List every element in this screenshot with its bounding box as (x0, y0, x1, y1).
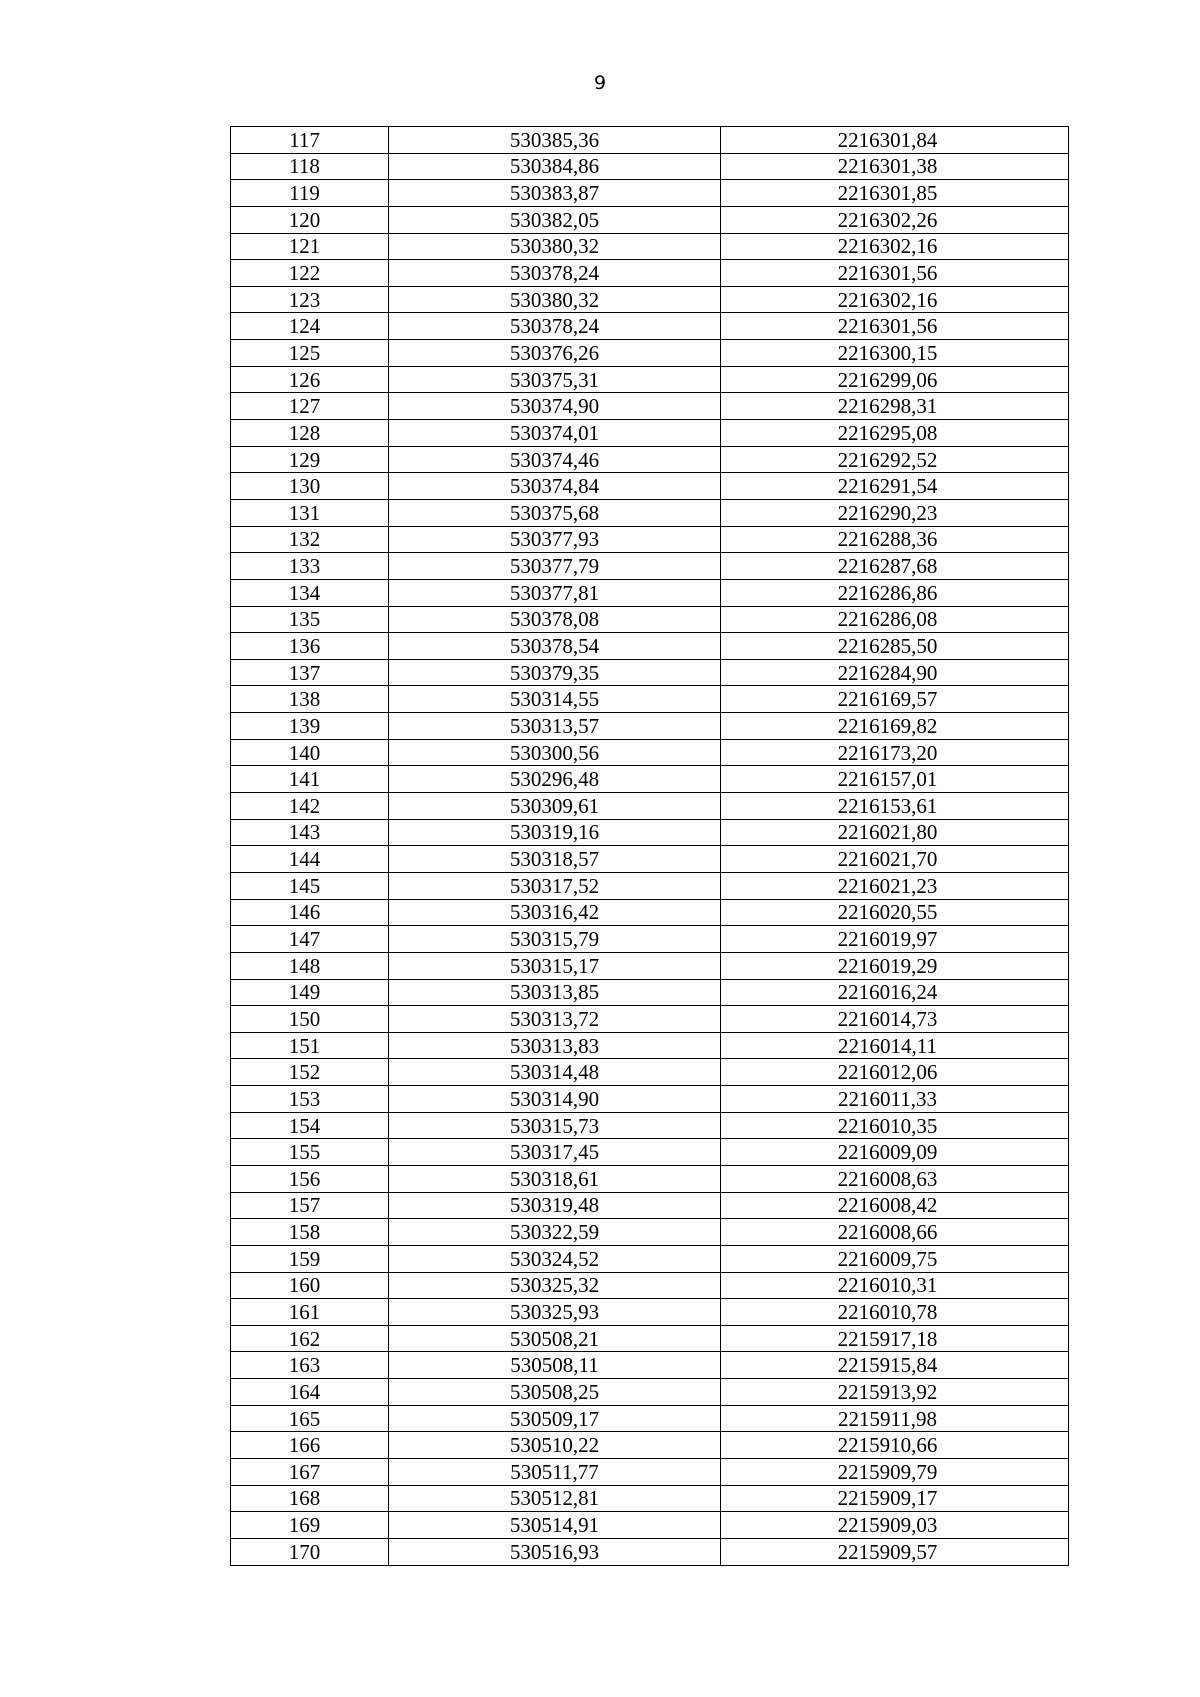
point-number-cell: 139 (231, 713, 389, 740)
x-coordinate-cell: 530375,31 (389, 366, 721, 393)
table-row (231, 553, 1069, 580)
table-row (231, 579, 1069, 606)
point-number-cell: 125 (231, 340, 389, 367)
point-number-cell: 153 (231, 1086, 389, 1113)
point-number-cell: 126 (231, 366, 389, 393)
table-row (231, 1299, 1069, 1326)
x-coordinate-cell: 530512,81 (389, 1485, 721, 1512)
point-number-cell: 118 (231, 153, 389, 180)
table-row (231, 979, 1069, 1006)
table-row (231, 1272, 1069, 1299)
point-number-cell: 122 (231, 260, 389, 287)
page-number: 9 (593, 72, 607, 94)
point-number-cell: 151 (231, 1032, 389, 1059)
table-row (231, 1459, 1069, 1486)
table-row (231, 633, 1069, 660)
y-coordinate-cell: 2215917,18 (721, 1325, 1069, 1352)
y-coordinate-cell: 2216019,97 (721, 926, 1069, 953)
x-coordinate-cell: 530316,42 (389, 899, 721, 926)
point-number-cell: 127 (231, 393, 389, 420)
y-coordinate-cell: 2216301,56 (721, 313, 1069, 340)
point-number-cell: 123 (231, 286, 389, 313)
y-coordinate-cell: 2216014,11 (721, 1032, 1069, 1059)
point-number-cell: 129 (231, 446, 389, 473)
x-coordinate-cell: 530374,46 (389, 446, 721, 473)
y-coordinate-cell: 2216010,31 (721, 1272, 1069, 1299)
point-number-cell: 169 (231, 1512, 389, 1539)
table-row (231, 499, 1069, 526)
table-row (231, 393, 1069, 420)
table-row (231, 1379, 1069, 1406)
point-number-cell: 120 (231, 206, 389, 233)
y-coordinate-cell: 2216290,23 (721, 499, 1069, 526)
table-row (231, 340, 1069, 367)
y-coordinate-cell: 2216012,06 (721, 1059, 1069, 1086)
x-coordinate-cell: 530516,93 (389, 1538, 721, 1565)
table-row (231, 872, 1069, 899)
point-number-cell: 147 (231, 926, 389, 953)
x-coordinate-cell: 530377,93 (389, 526, 721, 553)
x-coordinate-cell: 530378,08 (389, 606, 721, 633)
x-coordinate-cell: 530315,79 (389, 926, 721, 953)
x-coordinate-cell: 530317,45 (389, 1139, 721, 1166)
y-coordinate-cell: 2215909,17 (721, 1485, 1069, 1512)
point-number-cell: 121 (231, 233, 389, 260)
y-coordinate-cell: 2216021,23 (721, 872, 1069, 899)
x-coordinate-cell: 530510,22 (389, 1432, 721, 1459)
y-coordinate-cell: 2216169,82 (721, 713, 1069, 740)
point-number-cell: 162 (231, 1325, 389, 1352)
y-coordinate-cell: 2215910,66 (721, 1432, 1069, 1459)
point-number-cell: 148 (231, 952, 389, 979)
table-row (231, 739, 1069, 766)
x-coordinate-cell: 530314,55 (389, 686, 721, 713)
y-coordinate-cell: 2216021,70 (721, 846, 1069, 873)
table-row (231, 1512, 1069, 1539)
y-coordinate-cell: 2216008,42 (721, 1192, 1069, 1219)
point-number-cell: 134 (231, 579, 389, 606)
table-row (231, 260, 1069, 287)
x-coordinate-cell: 530511,77 (389, 1459, 721, 1486)
table-row (231, 926, 1069, 953)
y-coordinate-cell: 2216011,33 (721, 1086, 1069, 1113)
y-coordinate-cell: 2216153,61 (721, 793, 1069, 820)
table-row (231, 473, 1069, 500)
table-row (231, 952, 1069, 979)
table-row (231, 659, 1069, 686)
table-row (231, 1219, 1069, 1246)
point-number-cell: 167 (231, 1459, 389, 1486)
point-number-cell: 119 (231, 180, 389, 207)
point-number-cell: 132 (231, 526, 389, 553)
point-number-cell: 135 (231, 606, 389, 633)
x-coordinate-cell: 530314,90 (389, 1086, 721, 1113)
point-number-cell: 143 (231, 819, 389, 846)
x-coordinate-cell: 530315,17 (389, 952, 721, 979)
point-number-cell: 117 (231, 127, 389, 154)
table-row (231, 1139, 1069, 1166)
point-number-cell: 165 (231, 1405, 389, 1432)
x-coordinate-cell: 530376,26 (389, 340, 721, 367)
y-coordinate-cell: 2216299,06 (721, 366, 1069, 393)
table-row (231, 313, 1069, 340)
table-row (231, 1165, 1069, 1192)
table-row (231, 1192, 1069, 1219)
y-coordinate-cell: 2216009,09 (721, 1139, 1069, 1166)
table-row (231, 899, 1069, 926)
y-coordinate-cell: 2216010,35 (721, 1112, 1069, 1139)
x-coordinate-cell: 530315,73 (389, 1112, 721, 1139)
point-number-cell: 155 (231, 1139, 389, 1166)
point-number-cell: 150 (231, 1006, 389, 1033)
point-number-cell: 131 (231, 499, 389, 526)
y-coordinate-cell: 2216016,24 (721, 979, 1069, 1006)
table-row (231, 153, 1069, 180)
y-coordinate-cell: 2216010,78 (721, 1299, 1069, 1326)
x-coordinate-cell: 530380,32 (389, 233, 721, 260)
point-number-cell: 130 (231, 473, 389, 500)
y-coordinate-cell: 2215909,03 (721, 1512, 1069, 1539)
x-coordinate-cell: 530296,48 (389, 766, 721, 793)
x-coordinate-cell: 530300,56 (389, 739, 721, 766)
y-coordinate-cell: 2216288,36 (721, 526, 1069, 553)
y-coordinate-cell: 2215913,92 (721, 1379, 1069, 1406)
y-coordinate-cell: 2216301,38 (721, 153, 1069, 180)
x-coordinate-cell: 530509,17 (389, 1405, 721, 1432)
table-row (231, 713, 1069, 740)
x-coordinate-cell: 530317,52 (389, 872, 721, 899)
point-number-cell: 170 (231, 1538, 389, 1565)
point-number-cell: 160 (231, 1272, 389, 1299)
table-row (231, 446, 1069, 473)
x-coordinate-cell: 530508,25 (389, 1379, 721, 1406)
y-coordinate-cell: 2216286,86 (721, 579, 1069, 606)
x-coordinate-cell: 530313,57 (389, 713, 721, 740)
table-row (231, 819, 1069, 846)
table-row (231, 606, 1069, 633)
x-coordinate-cell: 530514,91 (389, 1512, 721, 1539)
table-row (231, 420, 1069, 447)
y-coordinate-cell: 2215909,57 (721, 1538, 1069, 1565)
x-coordinate-cell: 530325,93 (389, 1299, 721, 1326)
x-coordinate-cell: 530508,21 (389, 1325, 721, 1352)
point-number-cell: 141 (231, 766, 389, 793)
y-coordinate-cell: 2216292,52 (721, 446, 1069, 473)
y-coordinate-cell: 2216014,73 (721, 1006, 1069, 1033)
y-coordinate-cell: 2216300,15 (721, 340, 1069, 367)
point-number-cell: 154 (231, 1112, 389, 1139)
y-coordinate-cell: 2216298,31 (721, 393, 1069, 420)
y-coordinate-cell: 2216287,68 (721, 553, 1069, 580)
y-coordinate-cell: 2216301,85 (721, 180, 1069, 207)
x-coordinate-cell: 530313,72 (389, 1006, 721, 1033)
x-coordinate-cell: 530377,79 (389, 553, 721, 580)
y-coordinate-cell: 2215911,98 (721, 1405, 1069, 1432)
table-row (231, 766, 1069, 793)
x-coordinate-cell: 530318,61 (389, 1165, 721, 1192)
table-row (231, 1112, 1069, 1139)
point-number-cell: 164 (231, 1379, 389, 1406)
table-row (231, 1485, 1069, 1512)
point-number-cell: 146 (231, 899, 389, 926)
table-row (231, 233, 1069, 260)
table-row (231, 686, 1069, 713)
y-coordinate-cell: 2216285,50 (721, 633, 1069, 660)
x-coordinate-cell: 530313,83 (389, 1032, 721, 1059)
y-coordinate-cell: 2216008,63 (721, 1165, 1069, 1192)
table-row (231, 1405, 1069, 1432)
point-number-cell: 152 (231, 1059, 389, 1086)
point-number-cell: 149 (231, 979, 389, 1006)
table-row (231, 206, 1069, 233)
y-coordinate-cell: 2216286,08 (721, 606, 1069, 633)
table-row (231, 180, 1069, 207)
table-row (231, 1086, 1069, 1113)
y-coordinate-cell: 2215909,79 (721, 1459, 1069, 1486)
table-row (231, 366, 1069, 393)
x-coordinate-cell: 530508,11 (389, 1352, 721, 1379)
y-coordinate-cell: 2216019,29 (721, 952, 1069, 979)
x-coordinate-cell: 530309,61 (389, 793, 721, 820)
point-number-cell: 145 (231, 872, 389, 899)
y-coordinate-cell: 2216009,75 (721, 1245, 1069, 1272)
point-number-cell: 136 (231, 633, 389, 660)
x-coordinate-cell: 530318,57 (389, 846, 721, 873)
y-coordinate-cell: 2216295,08 (721, 420, 1069, 447)
x-coordinate-cell: 530314,48 (389, 1059, 721, 1086)
point-number-cell: 161 (231, 1299, 389, 1326)
x-coordinate-cell: 530325,32 (389, 1272, 721, 1299)
x-coordinate-cell: 530384,86 (389, 153, 721, 180)
x-coordinate-cell: 530374,84 (389, 473, 721, 500)
table-row (231, 526, 1069, 553)
point-number-cell: 124 (231, 313, 389, 340)
x-coordinate-cell: 530380,32 (389, 286, 721, 313)
x-coordinate-cell: 530375,68 (389, 499, 721, 526)
table-row (231, 1352, 1069, 1379)
x-coordinate-cell: 530378,24 (389, 313, 721, 340)
point-number-cell: 159 (231, 1245, 389, 1272)
point-number-cell: 168 (231, 1485, 389, 1512)
x-coordinate-cell: 530313,85 (389, 979, 721, 1006)
y-coordinate-cell: 2216301,56 (721, 260, 1069, 287)
table-row (231, 1325, 1069, 1352)
x-coordinate-cell: 530377,81 (389, 579, 721, 606)
y-coordinate-cell: 2216169,57 (721, 686, 1069, 713)
x-coordinate-cell: 530374,90 (389, 393, 721, 420)
point-number-cell: 144 (231, 846, 389, 873)
y-coordinate-cell: 2216173,20 (721, 739, 1069, 766)
table-row (231, 1006, 1069, 1033)
table-row (231, 1032, 1069, 1059)
table-row (231, 1059, 1069, 1086)
table-row (231, 1432, 1069, 1459)
x-coordinate-cell: 530374,01 (389, 420, 721, 447)
x-coordinate-cell: 530319,48 (389, 1192, 721, 1219)
table-row (231, 286, 1069, 313)
point-number-cell: 137 (231, 659, 389, 686)
x-coordinate-cell: 530322,59 (389, 1219, 721, 1246)
coordinates-table-body (231, 127, 1069, 1566)
y-coordinate-cell: 2216021,80 (721, 819, 1069, 846)
table-row (231, 127, 1069, 154)
point-number-cell: 128 (231, 420, 389, 447)
y-coordinate-cell: 2216302,16 (721, 286, 1069, 313)
point-number-cell: 140 (231, 739, 389, 766)
point-number-cell: 166 (231, 1432, 389, 1459)
x-coordinate-cell: 530319,16 (389, 819, 721, 846)
y-coordinate-cell: 2215915,84 (721, 1352, 1069, 1379)
y-coordinate-cell: 2216302,26 (721, 206, 1069, 233)
point-number-cell: 163 (231, 1352, 389, 1379)
point-number-cell: 142 (231, 793, 389, 820)
table-row (231, 1245, 1069, 1272)
coordinates-table (230, 126, 1069, 1566)
point-number-cell: 138 (231, 686, 389, 713)
table-row (231, 846, 1069, 873)
x-coordinate-cell: 530379,35 (389, 659, 721, 686)
point-number-cell: 158 (231, 1219, 389, 1246)
y-coordinate-cell: 2216157,01 (721, 766, 1069, 793)
point-number-cell: 157 (231, 1192, 389, 1219)
table-row (231, 1538, 1069, 1565)
y-coordinate-cell: 2216284,90 (721, 659, 1069, 686)
x-coordinate-cell: 530382,05 (389, 206, 721, 233)
y-coordinate-cell: 2216291,54 (721, 473, 1069, 500)
point-number-cell: 133 (231, 553, 389, 580)
x-coordinate-cell: 530383,87 (389, 180, 721, 207)
x-coordinate-cell: 530324,52 (389, 1245, 721, 1272)
y-coordinate-cell: 2216302,16 (721, 233, 1069, 260)
y-coordinate-cell: 2216020,55 (721, 899, 1069, 926)
point-number-cell: 156 (231, 1165, 389, 1192)
y-coordinate-cell: 2216301,84 (721, 127, 1069, 154)
x-coordinate-cell: 530385,36 (389, 127, 721, 154)
y-coordinate-cell: 2216008,66 (721, 1219, 1069, 1246)
x-coordinate-cell: 530378,24 (389, 260, 721, 287)
table-row (231, 793, 1069, 820)
x-coordinate-cell: 530378,54 (389, 633, 721, 660)
